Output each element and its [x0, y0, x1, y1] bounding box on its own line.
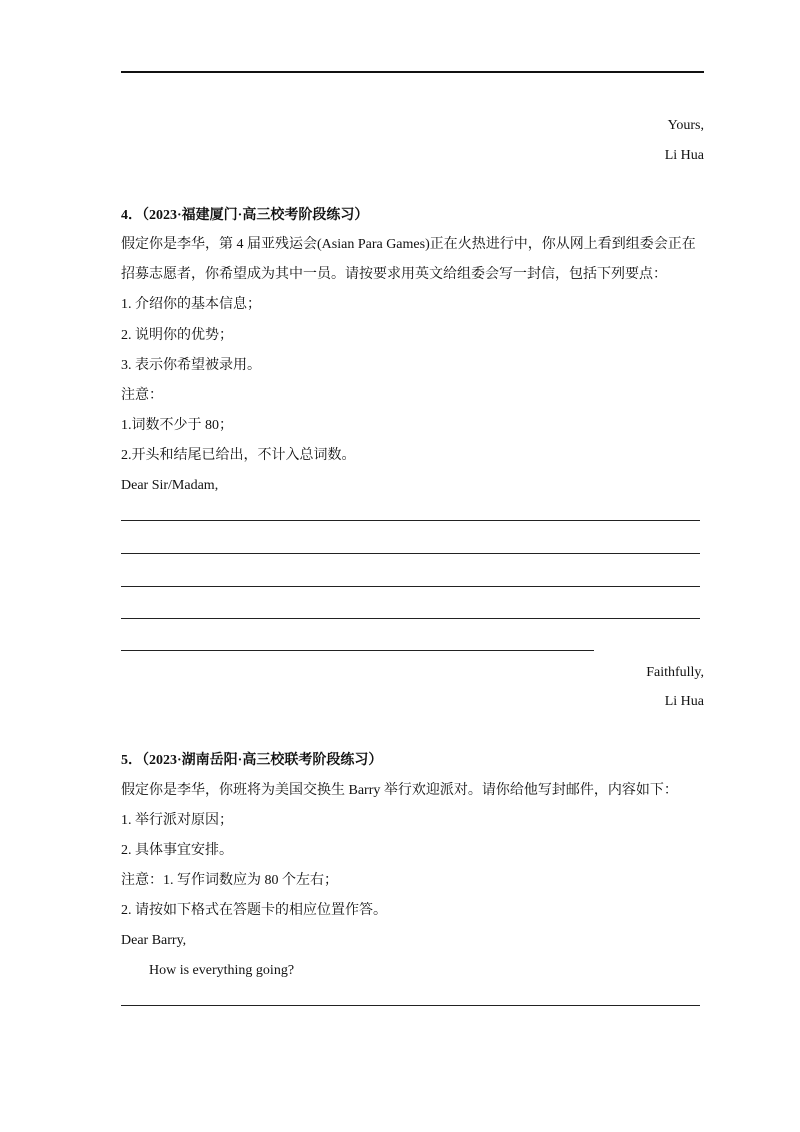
q5-note-line1: 注意：1. 写作词数应为 80 个左右；: [121, 873, 338, 888]
q4-notes-label: 注意：: [121, 388, 163, 403]
q4-prompt-line1: 假定你是李华，第 4 届亚残运会(Asian Para Games)正在火热进行中，你从网上看到组委会正在: [121, 237, 696, 252]
q4-signature: Li Hua: [664, 694, 704, 709]
q5-salutation: Dear Barry,: [121, 933, 187, 948]
q4-note-2: 2.开头和结尾已给出，不计入总词数。: [121, 448, 356, 463]
q5-note-line2: 2. 请按如下格式在答题卡的相应位置作答。: [121, 903, 387, 918]
q4-answer-line[interactable]: [121, 650, 594, 651]
q4-answer-line[interactable]: [121, 618, 700, 619]
prev-letter-signature: Li Hua: [664, 148, 704, 163]
q4-answer-line[interactable]: [121, 520, 700, 521]
prev-letter-closing: Yours,: [667, 118, 704, 133]
q4-point-2: 2. 说明你的优势；: [121, 328, 233, 343]
q4-point-1: 1. 介绍你的基本信息；: [121, 297, 261, 312]
q4-number: 4．: [121, 208, 142, 223]
q5-number: 5．: [121, 753, 142, 768]
q4-prompt-line2: 招募志愿者，你希望成为其中一员。请按要求用英文给组委会写一封信，包括下列要点：: [121, 267, 667, 282]
q5-source: （2023·湖南岳阳·高三校联考阶段练习）: [142, 753, 383, 768]
q4-point-3: 3. 表示你希望被录用。: [121, 358, 261, 373]
q4-closing: Faithfully,: [646, 665, 704, 680]
q5-heading: [121, 752, 382, 770]
q5-opening: How is everything going?: [149, 963, 295, 978]
q5-point-2: 2. 具体事宜安排。: [121, 843, 233, 858]
q4-heading: [121, 207, 368, 225]
q4-note-1: 1.词数不少于 80；: [121, 418, 233, 433]
q4-answer-line[interactable]: [121, 586, 700, 587]
q5-answer-line[interactable]: [121, 1005, 700, 1006]
q5-prompt-line1: 假定你是李华，你班将为美国交换生 Barry 举行欢迎派对。请你给他写封邮件，内容如下：: [121, 783, 678, 798]
q5-point-1: 1. 举行派对原因；: [121, 813, 233, 828]
q4-answer-line[interactable]: [121, 553, 700, 554]
header-rule: [121, 71, 704, 73]
q4-source: （2023·福建厦门·高三校考阶段练习）: [142, 208, 369, 223]
q4-salutation: Dear Sir/Madam,: [121, 478, 219, 493]
